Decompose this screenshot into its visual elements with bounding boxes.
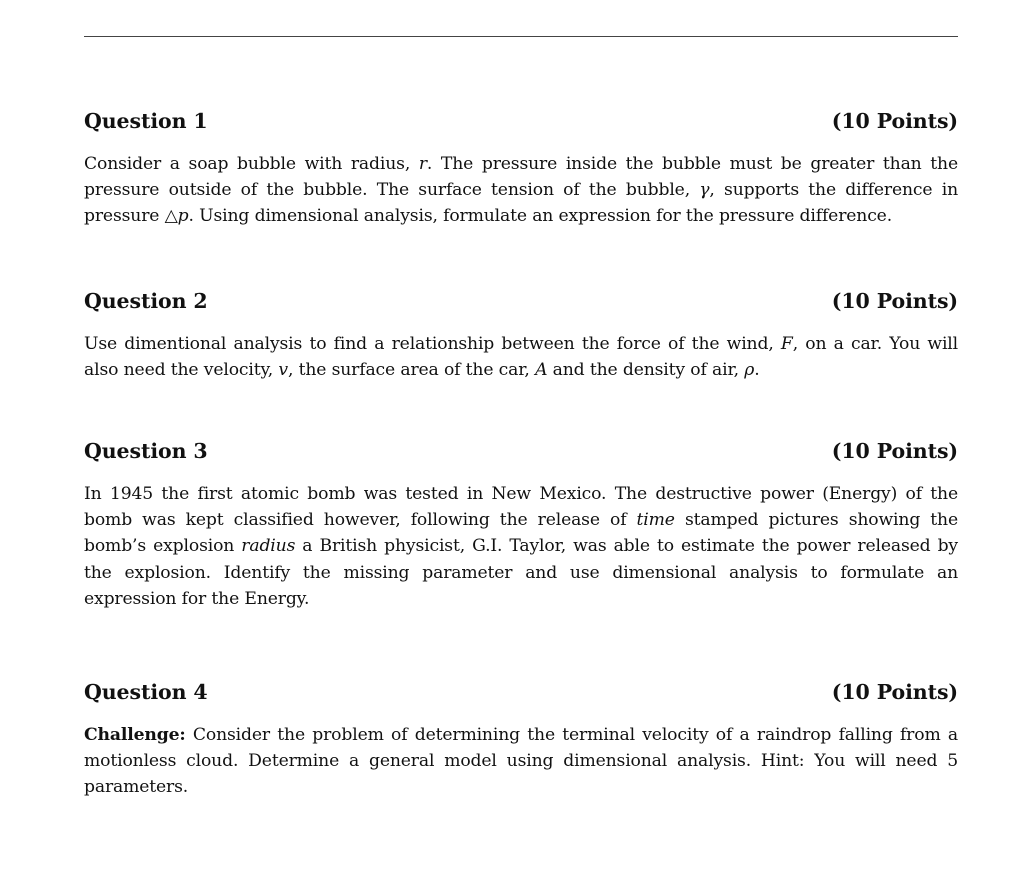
header-rule <box>84 36 958 37</box>
math-symbol: △p <box>164 206 189 227</box>
text-run: Use dimentional analysis to find a relationship between the force of the wind, <box>84 334 781 354</box>
question-title: Question 4 <box>84 680 208 704</box>
question-text <box>84 722 958 801</box>
text-run: . The pressure inside the bubble must be greater than the pressure outside of the bubble. The surface tension of the bubble, <box>84 154 958 201</box>
question-header <box>84 438 958 464</box>
text-run: Consider a soap bubble with radius, <box>84 154 419 174</box>
text-run: a British physicist, G.I. Taylor, was able to estimate the power released by the explosion. Identify the missing parameter and use dimensional analysis to formulate an expression for the Energy. <box>84 536 958 609</box>
question-text <box>84 481 958 612</box>
question-4 <box>84 679 958 801</box>
emphasis: time <box>636 510 675 531</box>
text-run: stamped pictures showing the bomb’s explosion <box>84 510 958 557</box>
math-symbol: r <box>418 154 427 174</box>
question-points: (10 Points) <box>831 680 958 704</box>
math-symbol: ρ <box>744 360 755 381</box>
text-run: and the density of air, <box>547 360 745 381</box>
question-title: Question 3 <box>84 439 208 463</box>
text-run: Consider the problem of determining the terminal velocity of a raindrop falling from a motionless cloud. Determine a general model using dimensional analysis. Hint: You will need 5 parameters. <box>84 725 958 798</box>
question-3 <box>84 438 958 612</box>
question-1 <box>84 108 958 230</box>
question-header <box>84 679 958 705</box>
question-2 <box>84 288 958 383</box>
question-title: Question 2 <box>84 289 208 313</box>
text-run: In 1945 the first atomic bomb was tested in New Mexico. The destructive power (Energy) of the bomb was kept classified however, following the release of <box>84 484 958 531</box>
question-points: (10 Points) <box>831 439 958 463</box>
question-text <box>84 331 958 383</box>
math-symbol: F <box>780 334 793 354</box>
math-symbol: γ <box>699 180 710 201</box>
text-run: , on a car. You will also need the velocity, <box>84 334 958 381</box>
challenge-label: Challenge: <box>84 725 186 745</box>
question-points: (10 Points) <box>831 289 958 313</box>
text-run: , the surface area of the car, <box>287 360 536 381</box>
question-text <box>84 151 958 230</box>
math-symbol: A <box>535 360 548 381</box>
question-title: Question 1 <box>84 109 208 133</box>
emphasis: radius <box>241 536 296 557</box>
math-symbol: v <box>278 360 288 381</box>
text-run: . Using dimensional analysis, formulate an expression for the pressure difference. <box>188 206 893 227</box>
text-run: . <box>754 360 760 381</box>
question-points: (10 Points) <box>831 109 958 133</box>
question-header <box>84 108 958 134</box>
text-run: , supports the difference in pressure <box>84 180 958 227</box>
question-header <box>84 288 958 314</box>
